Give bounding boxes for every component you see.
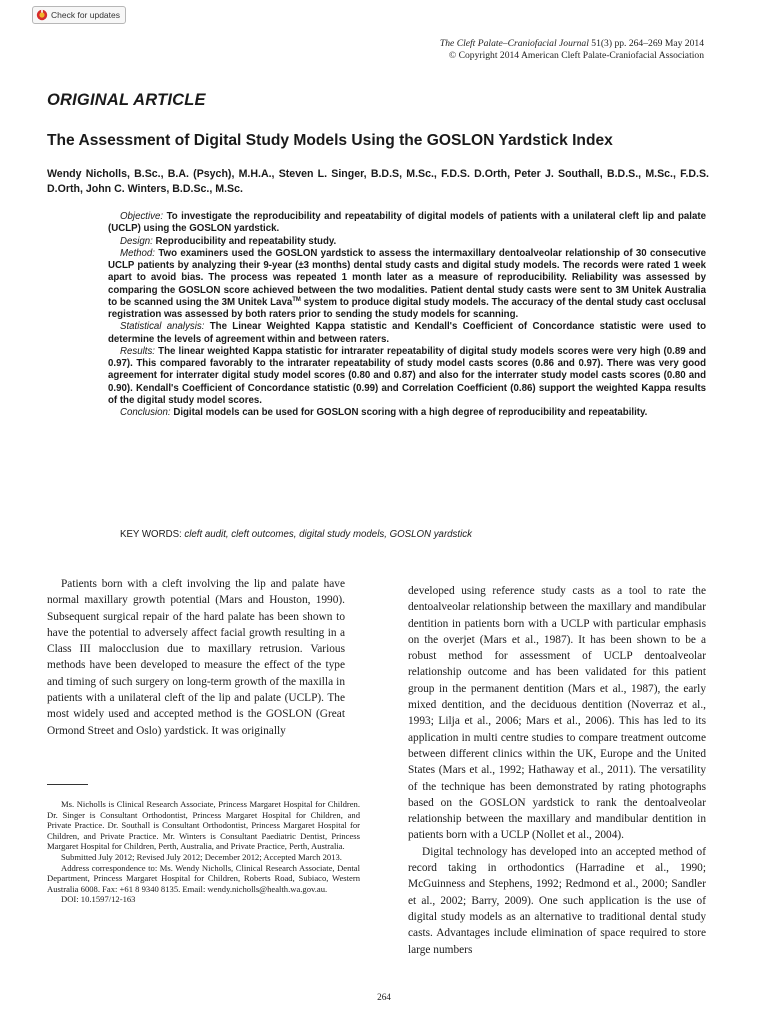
statistics-label: Statistical analysis: [120,321,205,333]
article-title: The Assessment of Digital Study Models Using the GOSLON Yardstick Index [47,132,613,149]
footnote-divider [47,784,88,785]
results-text: The linear weighted Kappa statistic for intrarater repeatability of digital study models scores were very high (0.89 and 0.97). This compared favorably to the intrarater repeatability of study model casts scores (0.86 and 0.97). There was very good agreement for interrater digital study model scores (0.80 and 0.87) and also for the interrater study model casts scores (0.80 and 0.90). Kendall's Coefficient of Concordance statistic (0.99) and Correlation Coefficient (0.86) support the weighted Kappa results of the digital study model scores. [108,345,706,406]
abstract-method [108,248,706,322]
design-label: Design: [120,235,153,247]
abstract-results [108,346,706,407]
design-text: Reproducibility and repeatability study. [152,235,337,247]
abstract [108,211,706,419]
keywords-label: KEY WORDS: [120,529,185,540]
method-label: Method: [120,247,156,259]
conclusion-label: Conclusion: [120,407,171,418]
objective-text: To investigate the reproducibility and repeatability of digital models of patients with a unilateral cleft lip and palate (UCLP) using the GOSLON yardstick. [108,211,706,235]
keywords-values: cleft audit, cleft outcomes, digital study models, GOSLON yardstick [184,529,472,540]
results-label: Results: [120,345,155,357]
check-updates-label: Check for updates [51,10,120,20]
footnote-doi: DOI: 10.1597/12-163 [61,894,136,905]
body-column-left [47,576,345,739]
page-number: 264 [377,992,391,1002]
copyright-line: © Copyright 2014 American Cleft Palate-Craniofacial Association [448,50,704,61]
intro-paragraph: Patients born with a cleft involving the lip and palate have normal maxillary growth potential (Mars and Houston, 1990). Subsequent surgical repair of the hard palate has been shown to have the potential to adversely affect facial growth resulting in a Class III malocclusion due to maxillary retrusion. Various methods have been developed to measure the effect of the type and timing of such surgery on long-term growth of the maxilla in patients with a unilateral cleft of the lip and palate (UCLP). The most widely used and accepted method is the GOSLON (Great Ormond Street and Oslo) yardstick. It was originally [47,578,345,737]
check-for-updates-button[interactable] [32,6,126,24]
journal-citation: 51(3) pp. 264–269 May 2014 [588,38,704,49]
body-paragraph-digital-technology: Digital technology has developed into an accepted method of record taking in orthodontics (Harradine et al., 1990; McGuinness and Stephens, 1992; Redmond et al., 2000; Sandler et al., 2002; Barry, 2009). One such application is the use of digital study models as an alternative to traditional dental study casts. Advantages include elimination of space required to store large numbers [408,845,706,956]
footnote-submitted: Submitted July 2012; Revised July 2012; December 2012; Accepted March 2013. [61,851,342,862]
abstract-statistics [108,321,706,346]
method-text-continued: system to produce digital study models. The accuracy of the dental study cast occlusal registration was assessed by both raters prior to sending the study models for scanning. [108,296,706,320]
keywords [120,529,720,540]
check-updates-icon [36,9,48,21]
method-text: Two examiners used the GOSLON yardstick to assess the intermaxillary dentoalveolar relationship of 30 consecutive UCLP patients by analyzing their 9-year (±3 months) dental study casts and digital study models. The records were rated 1 week apart to avoid bias. The process was repeated 1 month later as a measure of reproducibility. Reliability was assessed by comparing the GOSLON score achieved between the two modalities. Patient dental study casts were sent to 3M Unitek Australia to be scanned using the 3M Unitek Lava [108,247,706,308]
statistics-text: The Linear Weighted Kappa statistic and Kendall's Coefficient of Concordance statistic were used to determine the levels of agreement within and between raters. [108,321,707,345]
abstract-conclusion [108,407,706,419]
abstract-objective [108,211,706,236]
footnote-correspondence: Address correspondence to: Ms. Wendy Nicholls, Clinical Research Associate, Dental Department, Princess Margaret Hospital for Children, Roberts Road, Subiaco, Western Australia 6008. Fax: +61 8 9340 8135. Email: wendy.nicholls@health.wa.gov.au. [47,862,360,894]
author-list: Wendy Nicholls, B.Sc., B.A. (Psych), M.H.A., Steven L. Singer, B.D.S, M.Sc., F.D.S. D.Orth, Peter J. Southall, B.D.S., M.Sc., F.D.S. D.Orth, John C. Winters, B.D.Sc., M.Sc. [47,168,709,195]
abstract-design [108,236,706,248]
journal-citation-line [440,38,704,50]
conclusion-text: Digital models can be used for GOSLON scoring with a high degree of reproducibility and repeatability. [170,407,648,418]
objective-label: Objective: [120,211,164,222]
body-column-right [408,583,706,958]
body-paragraph-continued: developed using reference study casts as a tool to rate the dentoalveolar relationship between the maxillary and mandibular dentition in patients born with a UCLP with particular emphasis on the overjet (Mars et al., 1987). It has been shown to be a robust method for assessment of UCLP dentoalveolar relationship outcome and has been validated for this patient group in the permanent dentition (Mars et al., 1987), the early mixed dentition, and the deciduous dentition (Noverraz et al., 1993; Lilja et al., 2006; Mars et al., 2006). This has led to its application in multi centre studies to compare treatment outcome between different clinics within the UK, Europe and the United States (Mars et al., 1992; Hathaway et al., 2011). The versatility of the technique has been demonstrated by rating photographs based on the GOSLON yardstick to rank the dentoalveolar relationship between the maxillary and mandibular dentition in patients born with a UCLP (Nollet et al., 2004). [408,585,706,842]
article-type: ORIGINAL ARTICLE [47,91,206,109]
journal-header [440,38,704,62]
footnotes [47,799,360,905]
footnote-affiliations: Ms. Nicholls is Clinical Research Associate, Princess Margaret Hospital for Children. Dr. Singer is Consultant Orthodontist, Princess Margaret Hospital for Children, and Private Practice. Dr. Southall is Consultant Orthodontist, Princess Margaret Hospital for Children, and Private Practice. Mr. Winters is Consultant Paediatric Dentist, Princess Margaret Hospital for Children, Perth, Australia, and Private Practice, Perth, Australia. [47,799,360,852]
trademark-sup: TM [292,296,301,303]
journal-name: The Cleft Palate–Craniofacial Journal [439,38,589,49]
